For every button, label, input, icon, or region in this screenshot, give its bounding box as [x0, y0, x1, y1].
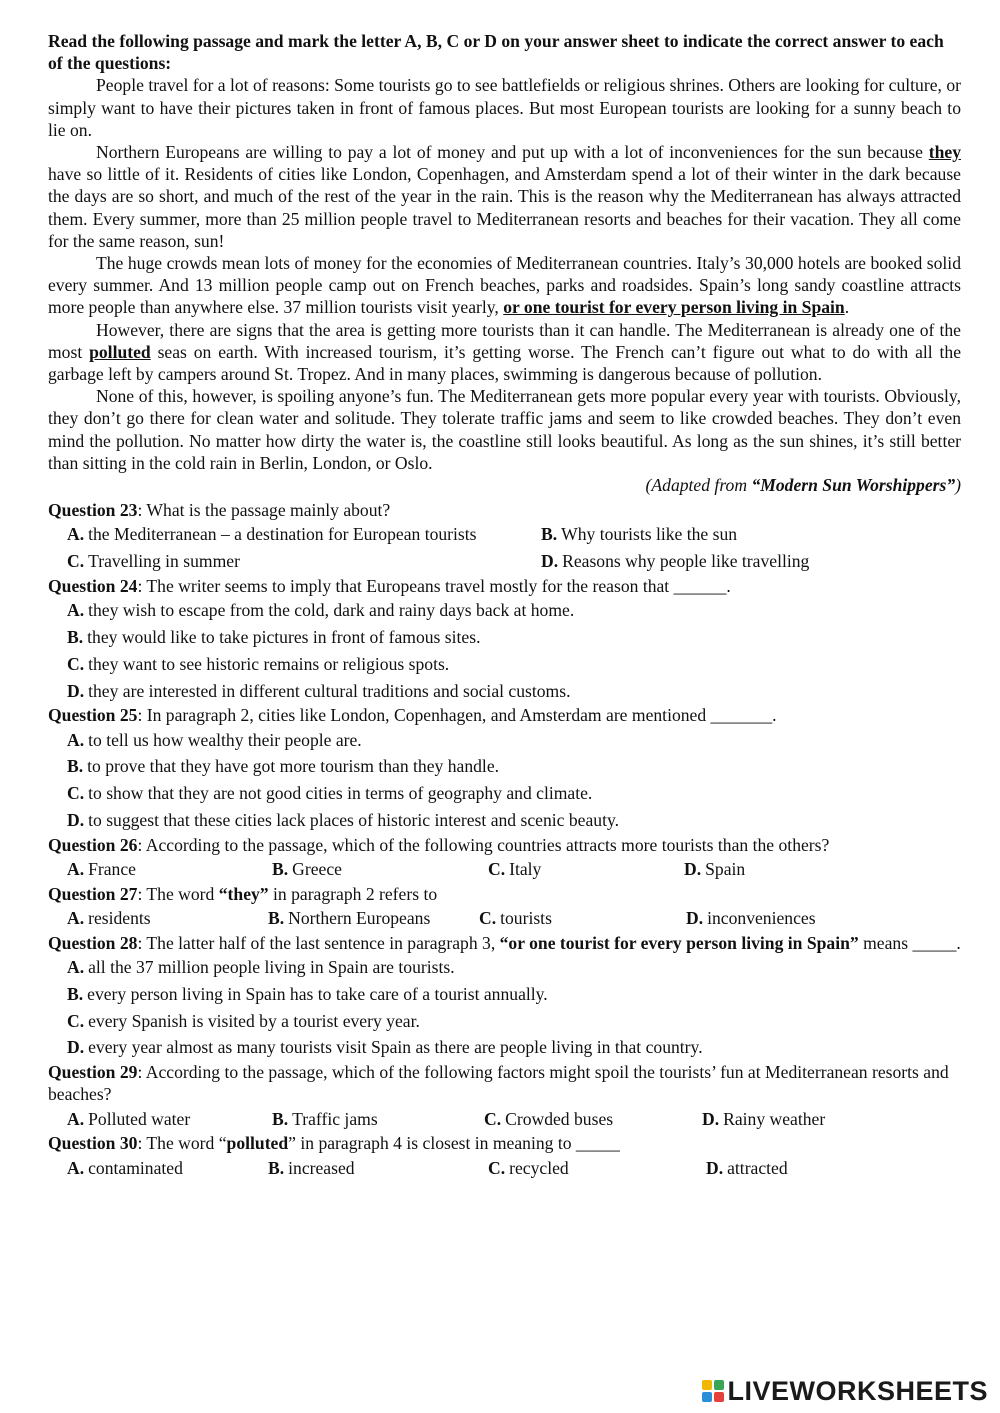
- logo-square: [714, 1392, 724, 1402]
- option-d[interactable]: D. Rainy weather: [702, 1108, 826, 1129]
- options-row: [48, 548, 961, 575]
- option-b[interactable]: B. Northern Europeans: [268, 908, 431, 929]
- option-a[interactable]: A. Polluted water: [67, 1108, 191, 1129]
- options-row: [48, 1155, 961, 1182]
- question-26: Question 26: According to the passage, which of the following countries attracts more tourists than the others?: [48, 834, 830, 855]
- question-number: Question 30: [48, 1133, 138, 1154]
- option-a[interactable]: A. France: [67, 859, 136, 880]
- question-number: Question 25: [48, 705, 138, 726]
- option-c[interactable]: C. to show that they are not good cities in terms of geography and climate.: [67, 783, 593, 804]
- liveworksheets-logo[interactable]: [702, 1377, 988, 1405]
- question-number: Question 29: [48, 1062, 138, 1083]
- question-number: Question 24: [48, 576, 138, 597]
- option-b[interactable]: B. increased: [268, 1157, 355, 1178]
- p4-text-b: seas on earth. With increased tourism, it’s getting worse. The French can’t figure out what to do with all the garbage left by campers around St. Tropez. And in many places, swimming is dangerous because of pollution.: [48, 341, 962, 385]
- option-a[interactable]: A. residents: [67, 908, 151, 929]
- p2-text-a: Northern Europeans are willing to pay a lot of money and put up with a lot of inconveniences for the sun because: [96, 142, 923, 163]
- option-b[interactable]: B. Greece: [272, 859, 342, 880]
- logo-square: [702, 1380, 712, 1390]
- passage-paragraph-5: None of this, however, is spoiling anyone’s fun. The Mediterranean gets more popular every year with tourists. Obviously, they don’t go there for clean water and solitude. They tolerate traffic jams and seem to like crowded beaches. They don’t even mind the pollution. No matter how dirty the water is, the coastline still looks beautiful. As long as the sun shines, it’s still better than sitting in the cold rain in Berlin, London, or Oslo.: [48, 386, 961, 473]
- option-d[interactable]: D. they are interested in different cultural traditions and social customs.: [67, 680, 571, 701]
- question-stem: What is the passage mainly about?: [146, 500, 391, 521]
- p3-text-a: The huge crowds mean lots of money for the economies of Mediterranean countries. Italy’s 30,000 hotels are booked solid every summer. And 13 million people camp out on French beaches, parks and roadsides. Spain’s long sandy coastline attracts more people than anywhere else. 37 million tourists visit yearly,: [48, 253, 961, 318]
- question-reference: “or one tourist for every person living in Spain”: [499, 932, 859, 953]
- question-stem: According to the passage, which of the following countries attracts more tourists than the others?: [145, 834, 830, 855]
- logo-grid-icon: [702, 1380, 724, 1402]
- option-c[interactable]: C. recycled: [488, 1157, 569, 1178]
- option-b[interactable]: B. Why tourists like the sun: [541, 524, 738, 545]
- question-27: Question 27: The word “they” in paragraph 2 refers to: [48, 883, 438, 904]
- option-c[interactable]: C. tourists: [479, 908, 552, 929]
- p4-reference-word: polluted: [89, 341, 151, 362]
- option-d[interactable]: D. inconveniences: [686, 908, 816, 929]
- question-30: Question 30: The word “polluted” in paragraph 4 is closest in meaning to _____: [48, 1133, 620, 1154]
- logo-square: [702, 1392, 712, 1402]
- source-title: “Modern Sun Worshippers”: [751, 475, 956, 496]
- p4-text-a: However, there are signs that the area is getting more tourists than it can handle. The Mediterranean is already one of the most: [48, 319, 961, 362]
- question-number: Question 27: [48, 883, 138, 904]
- option-d[interactable]: D. Spain: [684, 859, 746, 880]
- option-c[interactable]: C. Italy: [488, 859, 542, 880]
- p3-reference-phrase: or one tourist for every person living in Spain: [503, 297, 845, 318]
- option-a[interactable]: A. contaminated: [67, 1157, 183, 1178]
- question-stem: The writer seems to imply that Europeans travel mostly for the reason that ______.: [146, 576, 731, 597]
- option-d[interactable]: D. Reasons why people like travelling: [541, 551, 810, 572]
- options-row: [48, 1106, 961, 1133]
- passage-paragraph-3: [48, 252, 961, 319]
- option-d[interactable]: D. every year almost as many tourists visit Spain as there are people living in that country.: [67, 1037, 703, 1058]
- option-c[interactable]: C. they want to see historic remains or religious spots.: [67, 653, 450, 674]
- worksheet: [48, 30, 961, 1181]
- option-c[interactable]: C. every Spanish is visited by a tourist every year.: [67, 1010, 420, 1031]
- question-28: Question 28: The latter half of the last sentence in paragraph 3, “or one tourist for every person living in Spain” means _____.: [48, 932, 961, 953]
- option-b[interactable]: B. every person living in Spain has to take care of a tourist annually.: [67, 983, 548, 1004]
- option-a[interactable]: A. they wish to escape from the cold, dark and rainy days back at home.: [67, 600, 575, 621]
- passage-paragraph-4: [48, 319, 961, 386]
- options-row: [48, 905, 961, 932]
- question-23: Question 23: What is the passage mainly about?: [48, 500, 391, 521]
- question-25: Question 25: In paragraph 2, cities like London, Copenhagen, and Amsterdam are mentioned _______.: [48, 705, 777, 726]
- logo-text: LIVEWORKSHEETS: [727, 1375, 988, 1406]
- option-b[interactable]: B. Traffic jams: [272, 1108, 378, 1129]
- option-c[interactable]: C. Crowded buses: [484, 1108, 614, 1129]
- p3-text-b: .: [844, 297, 850, 318]
- passage-source: (Adapted from “Modern Sun Worshippers”): [645, 475, 961, 496]
- source-prefix: Adapted from: [651, 475, 748, 496]
- question-reference: “they”: [218, 883, 269, 904]
- question-stem: In paragraph 2, cities like London, Copenhagen, and Amsterdam are mentioned _______.: [146, 705, 777, 726]
- option-a[interactable]: A. to tell us how wealthy their people are.: [67, 729, 362, 750]
- p2-text-b: have so little of it. Residents of cities like London, Copenhagen, and Amsterdam spend a lot of their winter in the dark because the days are so short, and much of the rest of the year in the rain. This is the reason why the Mediterranean has always attracted them. Every summer, more than 25 million people travel to Mediterranean resorts and beaches for their vacation. They all come for the same reason, sun!: [48, 164, 961, 251]
- passage-paragraph-1: People travel for a lot of reasons: Some tourists go to see battlefields or religious shrines. Others are looking for culture, or simply want to have their pictures taken in front of famous places. But most European tourists are looking for a sunny beach to lie on.: [48, 75, 961, 140]
- p2-reference-word: they: [928, 142, 961, 163]
- options-row: [48, 521, 961, 548]
- question-reference: polluted: [226, 1133, 289, 1154]
- question-stem: According to the passage, which of the following factors might spoil the tourists’ fun at Mediterranean resorts and beaches?: [48, 1062, 949, 1105]
- question-number: Question 23: [48, 500, 138, 521]
- option-d[interactable]: D. attracted: [706, 1157, 788, 1178]
- question-29: Question 29: According to the passage, which of the following factors might spoil the tourists’ fun at Mediterranean resorts and beaches?: [48, 1062, 949, 1105]
- options-row: [48, 856, 961, 883]
- question-number: Question 28: [48, 932, 138, 953]
- instructions: Read the following passage and mark the letter A, B, C or D on your answer sheet to indicate the correct answer to each of the questions:: [48, 31, 944, 74]
- passage-paragraph-2: [48, 141, 961, 252]
- option-b[interactable]: B. they would like to take pictures in front of famous sites.: [67, 627, 481, 648]
- option-a[interactable]: A. the Mediterranean – a destination for European tourists: [67, 524, 477, 545]
- option-a[interactable]: A. all the 37 million people living in Spain are tourists.: [67, 957, 455, 978]
- question-number: Question 26: [48, 834, 138, 855]
- question-24: Question 24: The writer seems to imply that Europeans travel mostly for the reason that ______.: [48, 576, 731, 597]
- option-c[interactable]: C. Travelling in summer: [67, 551, 240, 572]
- option-d[interactable]: D. to suggest that these cities lack places of historic interest and scenic beauty.: [67, 810, 620, 831]
- logo-square: [714, 1380, 724, 1390]
- option-b[interactable]: B. to prove that they have got more tourism than they handle.: [67, 756, 500, 777]
